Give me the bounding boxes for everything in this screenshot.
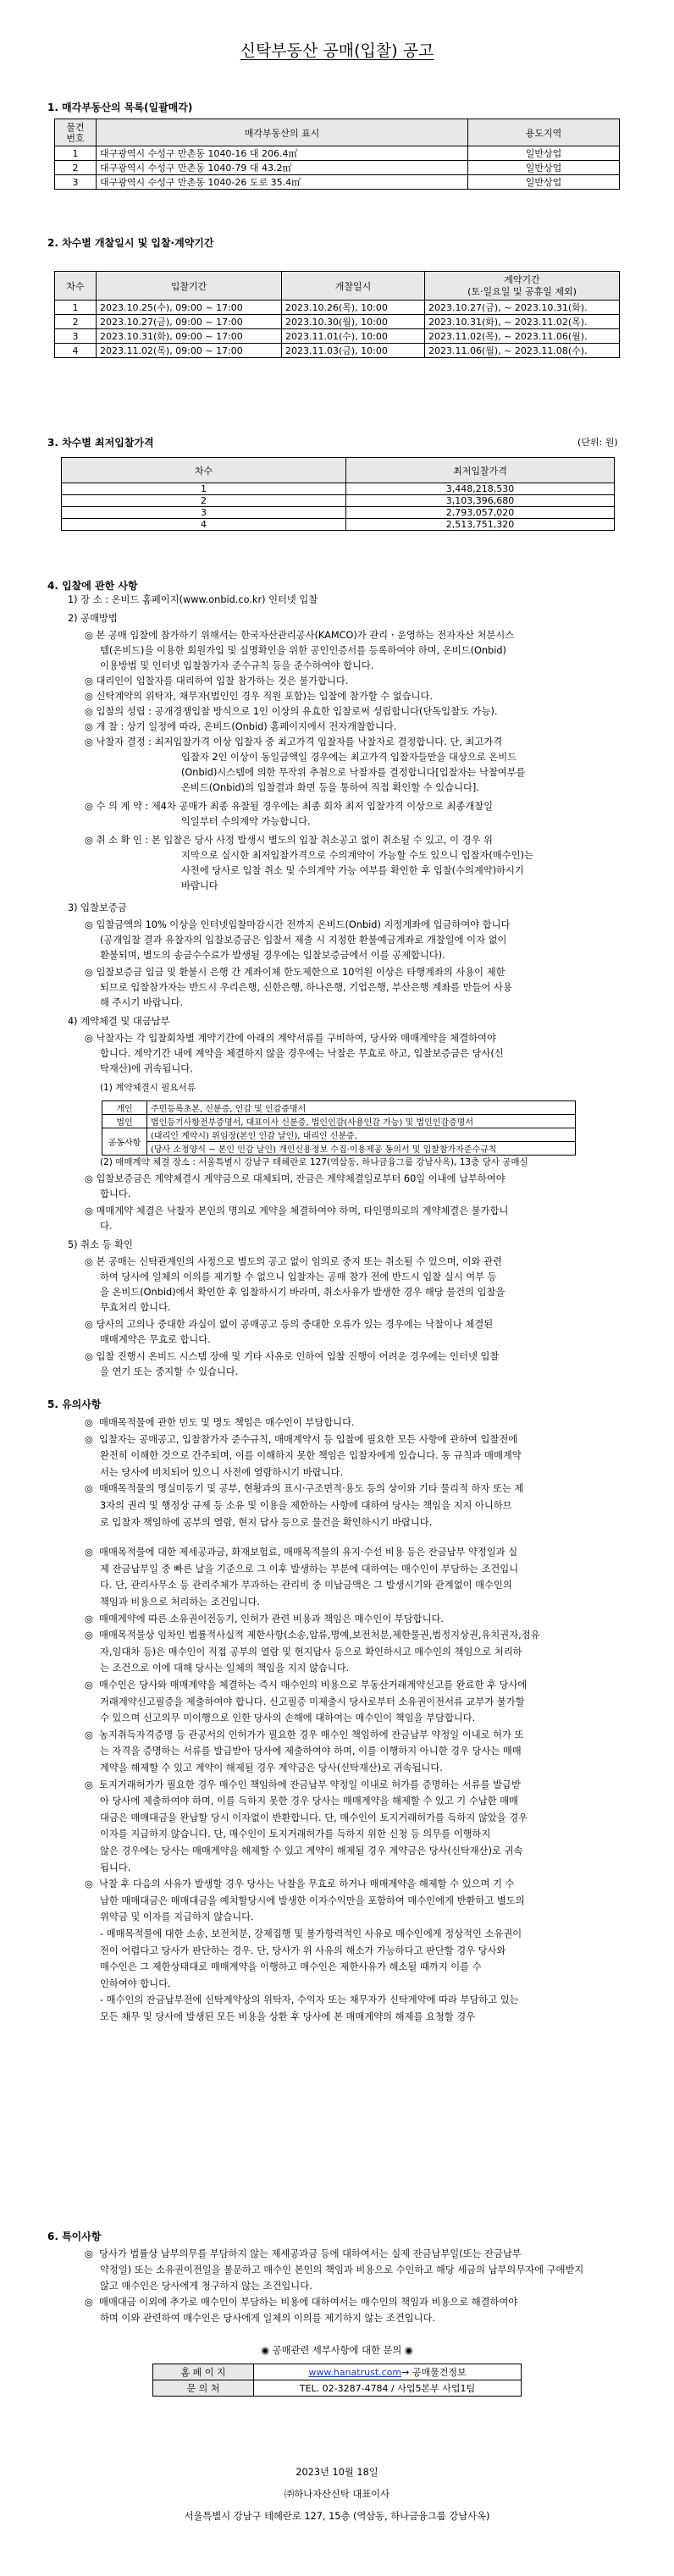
company-name: ㈜하나자산신탁 대표이사	[284, 2489, 390, 2500]
property-list-table	[54, 119, 620, 190]
company-address: 서울특별시 강남구 테헤란로 127, 15층 (역삼동, 하나금융그룹 강남사옥)	[184, 2511, 490, 2522]
text-line: 계약을 해제할 수 있고 계약이 해제될 경우 계약금은 당사(신탁재산)로 귀속됩니다.	[100, 1762, 443, 1773]
table-row	[55, 329, 620, 344]
announcement-date: 2023년 10월 18일	[296, 2467, 378, 2478]
cell-contract: 2023.10.31(화), ~ 2023.11.02(목).	[425, 315, 620, 329]
text-line: 서는 당사에 비치되어 있으니 사전에 열람하시기 바랍니다.	[100, 1466, 344, 1478]
cell-no: 2	[55, 161, 97, 175]
text-line: 지막으로 실시한 최저입찰가격으로 수의계약이 가능할 수도 있으니 입찰자(매수인)는	[181, 850, 533, 861]
text-line: 을 연기 또는 중지할 수 있습니다.	[100, 1366, 239, 1377]
text-line: ◎ 당사가 법률상 납부의무를 부담하지 않는 제세공과금 등에 대하여서는 실제 잔금납부일(또는 잔금납부	[85, 2248, 522, 2259]
text-line: 매수인은 그 제한상태대로 매매계약을 이행하고 매수인은 제한사유가 해소될 때까지 이를 수	[100, 1961, 482, 1973]
subsection-deposit: 3) 입찰보증금	[68, 902, 127, 913]
text-line: 무효처리 합니다.	[100, 1302, 171, 1313]
cell-use: 일반상업	[468, 175, 620, 190]
col-header-contract	[425, 272, 620, 301]
text-line: ◎ 매수인은 당사와 매매계약을 체결하는 즉시 매수인의 비용으로 부동산거래계약신고를 완료한 후 당사에	[85, 1680, 528, 1691]
section-3-heading: 3. 차수별 최저입찰가격	[47, 437, 154, 449]
cell-use: 일반상업	[468, 161, 620, 175]
text-line: ◎ 매매목적물상 임차인 법률적사실적 제한사항(소송,압류,명예,보전처분,제한물권,법정지상권,유치권자,점유	[85, 1630, 540, 1641]
cell-desc: 대구광역시 수성구 만촌동 1040-26 도로 35.4㎡	[97, 175, 468, 190]
cell-open: 2023.10.26(목), 10:00	[282, 301, 425, 315]
homepage-label: 홈 페 이 지	[153, 2364, 254, 2380]
contact-label: 문 의 처	[153, 2380, 254, 2397]
text-line: 익일부터 수의계약 가능합니다.	[181, 816, 311, 827]
text-line: ◎ 취 소 확 인 : 본 입찰은 당사 사정 발생시 별도의 입찰 취소공고 없이 취소될 수 있고, 이 경우 위	[85, 835, 493, 846]
text-line: ◎ 낙찰자는 각 입찰회차별 계약기간에 아래의 계약서류를 구비하여, 당사와 매매계약을 체결하여야	[85, 1033, 496, 1044]
col-header-use: 용도지역	[468, 119, 620, 146]
cell-price: 3,103,396,680	[346, 495, 615, 507]
text-line: ◎ 입찰 진행시 온비드 시스템 장애 및 기타 사유로 인하여 입찰 진행이 어려운 경우에는 인터넷 입찰	[85, 1351, 500, 1362]
text-line: 입찰자 2인 이상이 동일금액일 경우에는 최고가격 입찰자들만을 대상으로 온비드	[181, 752, 517, 763]
text-line: ◎ 낙찰자 결정 : 최저입찰가격 이상 입찰자 중 최고가격 입찰자를 낙찰자로 결정합니다. 단, 최고가격	[85, 736, 503, 747]
cell-round: 1	[55, 301, 97, 315]
text-line: ◎ 본 공매 입찰에 참가하기 위해서는 한국자산관리공사(KAMCO)가 관리ㆍ운영하는 전자자산 처분시스	[85, 630, 515, 641]
cell-use: 일반상업	[468, 146, 620, 161]
cell-value: (당사 소정양식 ~ 본인 인감 날인) 개인신용정보 수집·이용제공 동의서 및 입찰참가자준수규칙	[147, 1142, 576, 1156]
text-line: 하여 당사에 일체의 이의를 제기할 수 없으니 입찰자는 공매 참가 전에 반드시 입찰 실시 여부 등	[100, 1271, 497, 1282]
text-line: 템(온비드)을 이용한 회원가입 및 실명확인을 위한 공인인증서를 등록하여야 하며, 온비드(Onbid)	[100, 645, 506, 656]
section-1-heading: 1. 매각부동산의 목록(일괄매각)	[47, 102, 193, 113]
text-line: 자,임대차 등)은 매수인이 직접 공부의 열람 및 현지답사 등으로 확인하시고 매수인의 책임으로 처리하	[100, 1646, 522, 1658]
cell-round: 4	[62, 519, 346, 531]
cell-period: 2023.10.25(수), 09:00 ~ 17:00	[97, 301, 282, 315]
text-line: ◎ 당사의 고의나 중대한 과실이 없이 공매공고 등의 중대한 오류가 있는 경우에는 낙찰이나 체결된	[85, 1319, 494, 1330]
text-line: 다.	[100, 1221, 113, 1232]
text-line: 수 있으며 신고의무 미이행으로 인한 당사의 손해에 대하여는 매수인이 책임을 부담합니다.	[100, 1713, 476, 1724]
section-5-heading: 5. 유의사항	[47, 1398, 102, 1410]
cell-round: 3	[55, 329, 97, 344]
text-line: ◎ 입찰보증금 입금 및 환불시 은행 간 계좌이체 한도제한으로 10억원 이상은 타행계좌의 사용이 제한	[85, 967, 505, 978]
min-price-table	[61, 457, 615, 531]
text-line: 납한 매매대금은 매매대금을 예치할당시에 발생한 이자수익만을 포함하여 매수인에게 반환하고 별도의	[100, 1895, 525, 1906]
text-line: 는 조건으로 이에 대해 당사는 일체의 책임을 지지 않습니다.	[100, 1663, 350, 1674]
homepage-suffix: → 공매물건정보	[401, 2367, 467, 2378]
text-line: 책임과 비용으로 처리하는 조건입니다.	[100, 1597, 260, 1608]
text-line: 을 온비드(Onbid)에서 확인한 후 입찰하시기 바라며, 취소사유가 발생한 경우 해당 물건의 입찰을	[100, 1287, 505, 1298]
text-line: (공개입찰 결과 유찰자의 입찰보증금은 입찰서 제출 시 지정한 환불예금계좌로 개찰일에 이자 없이	[100, 935, 507, 946]
text-line: ◎ 매매계약 체결은 낙찰자 본인의 명의로 계약을 체결하여야 하며, 타인명의로의 계약체결은 불가합니	[85, 1205, 509, 1216]
cell-contract: 2023.11.06(월), ~ 2023.11.08(수).	[425, 344, 620, 358]
text-line: 완전히 이해한 것으로 간주되며, 이를 이해하지 못한 책임은 입찰자에게 있습니다. 동 규칙과 매매계약	[100, 1450, 522, 1462]
text-line: 온비드(Onbid)의 입찰결과 화면 등을 통하여 직접 확인할 수 있습니다].	[181, 782, 479, 793]
col-header-period: 입찰기간	[97, 272, 282, 301]
cell-open: 2023.11.03(금), 10:00	[282, 344, 425, 358]
homepage-link[interactable]: www.hanatrust.com	[308, 2367, 402, 2378]
page-title: 신탁부동산 공매(입찰) 공고	[240, 41, 434, 60]
text-line: ◎ 신탁계약의 위탁자, 채무자(법인인 경우 직원 포함)는 입찰에 참가할 수 없습니다.	[85, 691, 433, 702]
text-line: ◎ 낙찰 후 다음의 사유가 발생할 경우 당사는 낙찰을 무효로 하거나 매매계약을 해제할 수 있으며 기 수	[85, 1878, 515, 1890]
cell-open: 2023.11.01(수), 10:00	[282, 329, 425, 344]
contact-value: TEL. 02-3287-4784 / 사업5본부 사업1팀	[254, 2380, 522, 2397]
text-line: 해 주시기 바랍니다.	[100, 997, 184, 1008]
text-line: 되므로 입찰참가자는 반드시 우리은행, 신한은행, 하나은행, 기업은행, 부산은행 계좌를 만들어 사용	[100, 982, 512, 993]
cell-no: 1	[55, 146, 97, 161]
col-header-no: 물건 번호	[55, 119, 97, 146]
table-row	[102, 1115, 576, 1128]
text-line: ◎ 수 의 계 약 : 제4차 공매가 최종 유찰될 경우에는 최종 회차 최저 입찰가격 이상으로 최종개찰일	[85, 801, 494, 812]
text-line: ◎ 대리인이 입찰자를 대리하여 입찰 참가하는 것은 불가합니다.	[85, 676, 349, 687]
section-6-heading: 6. 특이사항	[47, 2231, 102, 2242]
text-line: (Onbid)시스템에 의한 무작위 추첨으로 낙찰자를 결정합니다[입찰자는 낙찰여부를	[181, 767, 526, 778]
cell-desc: 대구광역시 수성구 만촌동 1040-79 대 43.2㎡	[97, 161, 468, 175]
text-line: 다. 단, 관리사무소 등 관리주체가 부과하는 관리비 중 미납금액은 그 발생시기와 관계없이 매수인의	[100, 1580, 512, 1591]
text-line: ◎ 입찰금액의 10% 이상을 인터넷입찰마감시간 전까지 온비드(Onbid) 지정계좌에 입금하여야 합니다	[85, 919, 511, 930]
cell-value: 법인등기사항전부증명서, 대표이사 신분증, 법인인감(사용인감 가능) 및 법인인감증명서	[147, 1115, 576, 1128]
text-line: ◎ 농지취득자격증명 등 관공서의 인허가가 필요한 경우 매수인 책임하에 잔금납부 약정일 이내로 허가 또	[85, 1729, 524, 1740]
text-line: 않은 경우에는 당사는 매매계약을 해제할 수 있고 계약이 해제될 경우 계약금은 당사(신탁재산)로 귀속	[100, 1845, 523, 1856]
text-line: 거래계약신고필증을 제출하여야 합니다. 신고필증 미제출시 당사로부터 소유권이전서류 교부가 불가할	[100, 1696, 525, 1707]
cell-round: 2	[62, 495, 346, 507]
text-line: ◎ 토지거래허가가 필요한 경우 매수인 책임하에 잔금납부 약정일 이내로 허가를 증명하는 서류를 발급받	[85, 1779, 521, 1790]
text-line: 이자를 지급하지 않습니다. 단, 매수인이 토지거래허가를 득하지 위한 신청 등 의무를 이행하지	[100, 1829, 491, 1840]
text-line: 탁재산)에 귀속됩니다.	[100, 1063, 193, 1074]
section-4-heading: 4. 입찰에 관한 사항	[47, 580, 138, 592]
table-row	[55, 161, 620, 175]
cell-desc: 대구광역시 수성구 만촌동 1040-16 대 206.4㎡	[97, 146, 468, 161]
contact-table	[152, 2364, 522, 2397]
col-header-round: 차수	[55, 272, 97, 301]
text-line: 합니다.	[100, 1189, 131, 1200]
cell-key: 개인	[102, 1101, 147, 1115]
text-line: ◎ 본 공매는 신탁관계인의 사정으로 별도의 공고 없이 임의로 중지 또는 취소될 수 있으며, 이와 관련	[85, 1256, 502, 1267]
text-line: (2) 매매계약 체결 장소 : 서울특별시 강남구 테헤란로 127(역삼동, 하나금융그룹 강남사옥), 13층 당사 공매실	[100, 1157, 528, 1167]
text-line: 제 잔금납부일 중 빠른 날을 기준으로 그 이후 발생하는 부분에 대하여는 매수인이 부담하는 조건입니	[100, 1563, 519, 1575]
table-row	[62, 495, 615, 507]
text-line: ◎ 입찰자는 공매공고, 입찰참가자 준수규칙, 매매계약서 등 입찰에 필요한 모든 사항에 관하여 입찰전에	[85, 1433, 518, 1445]
schedule-table	[54, 271, 620, 358]
text-line: - 매매목적물에 대한 소송, 보전처분, 강제집행 및 불가항력적인 사유로 매수인에게 정상적인 소유권이	[100, 1928, 522, 1939]
cell-value: (대리인 계약시) 위임장(본인 인감 날인), 대리인 신분증,	[147, 1128, 576, 1142]
bid-location: 1) 장 소 : 온비드 홈페이지(www.onbid.co.kr) 인터넷 입찰	[68, 594, 318, 605]
contact-heading: ◉ 공매관련 세부사항에 대한 문의 ◉	[261, 2345, 413, 2356]
text-line: 전이 어렵다고 당사가 판단하는 경우. 단, 당사가 위 사유의 해소가 가능하다고 판단할 경우 당사와	[100, 1944, 506, 1956]
table-row	[102, 1128, 576, 1142]
homepage-cell	[254, 2364, 522, 2380]
text-line: 로 입찰자 책임하에 공부의 열람, 현지 답사 등으로 물건을 확인하시기 바랍니다.	[100, 1516, 433, 1528]
text-line: 매매계약은 무효로 합니다.	[100, 1334, 211, 1345]
text-line: 환불되며, 별도의 송금수수료가 발생될 경우에는 입찰보증금에서 이를 공제합니다).	[100, 950, 445, 961]
text-line: 하며 이와 관련하여 매수인은 당사에게 일체의 이의를 제기하지 않는 조건입니다.	[100, 2313, 436, 2324]
text-line: ◎ 매매목적물에 관한 민도 및 명도 책임은 매수인이 부담합니다.	[85, 1417, 355, 1428]
cell-round: 3	[62, 507, 346, 519]
cell-period: 2023.10.27(금), 09:00 ~ 17:00	[97, 315, 282, 329]
subsection-auction-method: 2) 공매방법	[68, 613, 118, 624]
cell-no: 3	[55, 175, 97, 190]
text-line: 3자의 권리 및 행정상 규제 등 소유 및 이용을 제한하는 사항에 대하여 당사는 책임을 지지 아니하므	[100, 1500, 512, 1511]
cell-value: 주민등록초본, 신분증, 인감 및 인감증명서	[147, 1101, 576, 1115]
col-header-round: 차수	[62, 458, 346, 483]
contract-label: 계약기간	[504, 273, 540, 285]
cell-open: 2023.10.30(월), 10:00	[282, 315, 425, 329]
table-row	[62, 519, 615, 531]
contract-sublabel: (토·일요일 및 공휴일 제외)	[467, 285, 577, 297]
text-line: 는 자격을 증명하는 서류를 발급받아 당사에 제출하여야 하며, 이를 이행하지 아니한 경우 당사는 매매	[100, 1746, 522, 1757]
cell-period: 2023.11.02(목), 09:00 ~ 17:00	[97, 344, 282, 358]
text-line: 약정일) 또는 소유권이전일을 불문하고 매수인 본인의 책임과 비용으로 수인하고 해당 세금의 납부의무자에 구애받지	[100, 2264, 584, 2275]
text-line: 대금은 매매대금을 완납할 당시 이자없이 반환합니다. 단, 매수인이 토지거래허가를 득하지 않았을 경우	[100, 1812, 528, 1823]
required-docs-table	[102, 1100, 576, 1156]
text-line: 바랍니다	[181, 880, 218, 891]
cell-contract: 2023.11.02(목), ~ 2023.11.06(월).	[425, 329, 620, 344]
cell-price: 2,513,751,320	[346, 519, 615, 531]
cell-round: 4	[55, 344, 97, 358]
subsection-contract: 4) 계약체결 및 대금납부	[68, 1016, 170, 1027]
text-line: 됩니다.	[100, 1862, 131, 1873]
subsection-cancel: 5) 취소 등 확인	[68, 1239, 133, 1250]
text-line: ◎ 개 찰 : 상기 일정에 따라, 온비드(Onbid) 홈페이지에서 전자개찰합니다.	[85, 721, 397, 732]
text-line: 이용방법 및 인터넷 입찰참가자 준수규칙 등을 준수하여야 합니다.	[100, 660, 374, 671]
section-2-heading: 2. 차수별 개찰일시 및 입찰·계약기간	[47, 237, 214, 249]
cell-key: 공동사항	[102, 1128, 147, 1156]
cell-period: 2023.10.31(화), 09:00 ~ 17:00	[97, 329, 282, 344]
col-header-price: 최저입찰가격	[346, 458, 615, 483]
table-row	[62, 483, 615, 495]
text-line: 인하여야 합니다.	[100, 1978, 171, 1989]
cell-price: 3,448,218,530	[346, 483, 615, 495]
cell-round: 2	[55, 315, 97, 329]
table-row	[102, 1101, 576, 1115]
col-header-open: 개찰일시	[282, 272, 425, 301]
table-row	[62, 507, 615, 519]
text-line: ◎ 매매계약에 따른 소유권이전등기, 인허가 관련 비용과 책임은 매수인이 부담합니다.	[85, 1613, 444, 1624]
text-line: 아 당사에 제출하여야 하며, 이를 득하지 못한 경우 당사는 매매계약을 해제할 수 있고 기 수납한 매매	[100, 1795, 518, 1807]
text-line: 합니다. 계약기간 내에 계약을 체결하지 않을 경우에는 낙찰은 무효로 하고, 입찰보증금은 당사(신	[100, 1048, 504, 1059]
text-line: 사전에 당사로 입찰 취소 및 수의계약 가능 여부를 확인한 후 입찰(수의계약)하시기	[181, 865, 524, 876]
text-line: ◎ 매매목적물의 명실미등기 및 공부, 현황과의 표시·구조면적·용도 등의 상이와 기타 물리적 하자 또는 제	[85, 1483, 524, 1495]
text-line: (1) 계약체결시 필요서류	[100, 1083, 196, 1093]
text-line: ◎ 입찰보증금은 계약체결시 계약금으로 대체되며, 잔금은 계약체결일로부터 60일 이내에 납부하여야	[85, 1173, 505, 1184]
text-line: 위약금 및 이자를 지급하지 않습니다.	[100, 1911, 254, 1923]
table-row	[55, 301, 620, 315]
table-row	[55, 175, 620, 190]
text-line: - 매수인의 잔금납부전에 신탁계약상의 위탁자, 수익자 또는 채무자가 신탁계약에 따라 부담하고 있는	[100, 1994, 519, 2006]
col-header-desc: 매각부동산의 표시	[97, 119, 468, 146]
table-row	[55, 146, 620, 161]
cell-price: 2,793,057,020	[346, 507, 615, 519]
table-row	[55, 344, 620, 358]
unit-label: (단위: 원)	[577, 437, 618, 448]
text-line: ◎ 매매대금 이외에 추가로 매수인이 부담하는 비용에 대하여서는 매수인의 책임과 비용으로 해결하여야	[85, 2297, 518, 2308]
text-line: ◎ 입찰의 성립 : 공개경쟁입찰 방식으로 1인 이상의 유효한 입찰로써 성립합니다(단독입찰도 가능).	[85, 706, 498, 717]
cell-contract: 2023.10.27(금), ~ 2023.10.31(화).	[425, 301, 620, 315]
text-line: 않고 매수인은 당사에게 청구하지 않는 조건입니다.	[100, 2281, 312, 2292]
cell-key: 법인	[102, 1115, 147, 1128]
table-row	[55, 315, 620, 329]
text-line: ◎ 매매목적물에 대한 제세공과금, 화재보험료, 매매목적물의 유지·수선 비용 등은 잔금납부 약정일과 실	[85, 1547, 518, 1558]
table-row	[102, 1142, 576, 1156]
cell-round: 1	[62, 483, 346, 495]
text-line: 모든 채무 및 당사에 발생된 모든 비용을 상환 후 당사에 본 매매계약의 해제를 요청할 경우	[100, 2011, 476, 2022]
